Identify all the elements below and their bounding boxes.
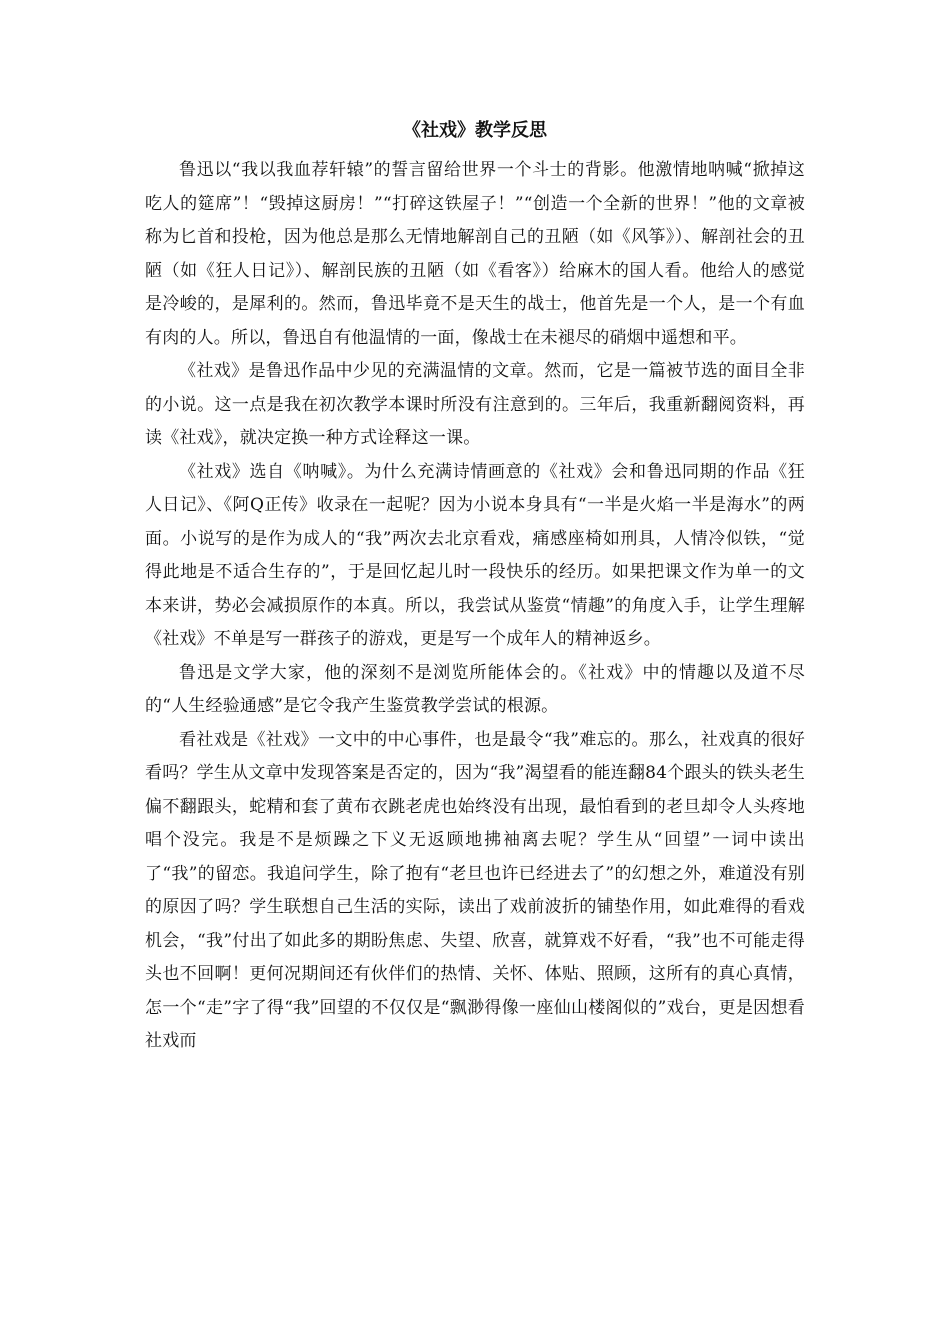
paragraph-2: 《社戏》是鲁迅作品中少见的充满温情的文章。然而，它是一篇被节选的面目全非的小说。这一点是我在初次教学本课时所没有注意到的。三年后，我重新翻阅资料，再读《社戏》，就决定换一种方式诠释这一课。	[145, 361, 805, 448]
paragraph-4: 鲁迅是文学大家，他的深刻不是浏览所能体会的。《社戏》中的情趣以及道不尽的“人生经验通感”是它令我产生鉴赏教学尝试的根源。	[145, 662, 805, 716]
document-page	[145, 118, 805, 1059]
paragraph-1: 鲁迅以“我以我血荐轩辕”的誓言留给世界一个斗士的背影。他激情地呐喊“掀掉这吃人的筵席”！“毁掉这厨房！”“打碎这铁屋子！”“创造一个全新的世界！”他的文章被称为匕首和投枪，因为他总是那么无情地解剖自己的丑陋（如《风筝》）、解剖社会的丑陋（如《狂人日记》）、解剖民族的丑陋（如《看客》）给麻木的国人看。他给人的感觉是冷峻的，是犀利的。然而，鲁迅毕竟不是天生的战士，他首先是一个人，是一个有血有肉的人。所以，鲁迅自有他温情的一面，像战士在未褪尽的硝烟中遥想和平。	[145, 160, 805, 348]
paragraph-5: 看社戏是《社戏》一文中的中心事件，也是最令“我”难忘的。那么，社戏真的很好看吗？学生从文章中发现答案是否定的，因为“我”渴望看的能连翻84个跟头的铁头老生偏不翻跟头，蛇精和套了黄布衣跳老虎也始终没有出现，最怕看到的老旦却令人头疼地唱个没完。我是不是烦躁之下义无返顾地拂袖离去呢？学生从“回望”一词中读出了“我”的留恋。我追问学生，除了抱有“老旦也许已经进去了”的幻想之外，难道没有别的原因了吗？学生联想自己生活的实际，读出了戏前波折的铺垫作用，如此难得的看戏机会，“我”付出了如此多的期盼焦虑、失望、欣喜，就算戏不好看，“我”也不可能走得头也不回啊！更何况期间还有伙伴们的热情、关怀、体贴、照顾，这所有的真心真情，怎一个“走”字了得“我”回望的不仅仅是“飘渺得像一座仙山楼阁似的”戏台，更是因想看社戏而	[145, 729, 805, 1051]
paragraph-3: 《社戏》选自《呐喊》。为什么充满诗情画意的《社戏》会和鲁迅同期的作品《狂人日记》、《阿Q正传》收录在一起呢？因为小说本身具有“一半是火焰一半是海水”的两面。小说写的是作为成人的“我”两次去北京看戏，痛感座椅如刑具，人情冷似铁，“觉得此地是不适合生存的”，于是回忆起儿时一段快乐的经历。如果把课文作为单一的文本来讲，势必会减损原作的本真。所以，我尝试从鉴赏“情趣”的角度入手，让学生理解《社戏》不单是写一群孩子的游戏，更是写一个成年人的精神返乡。	[145, 461, 805, 649]
document-title: 《社戏》教学反思	[403, 120, 547, 141]
